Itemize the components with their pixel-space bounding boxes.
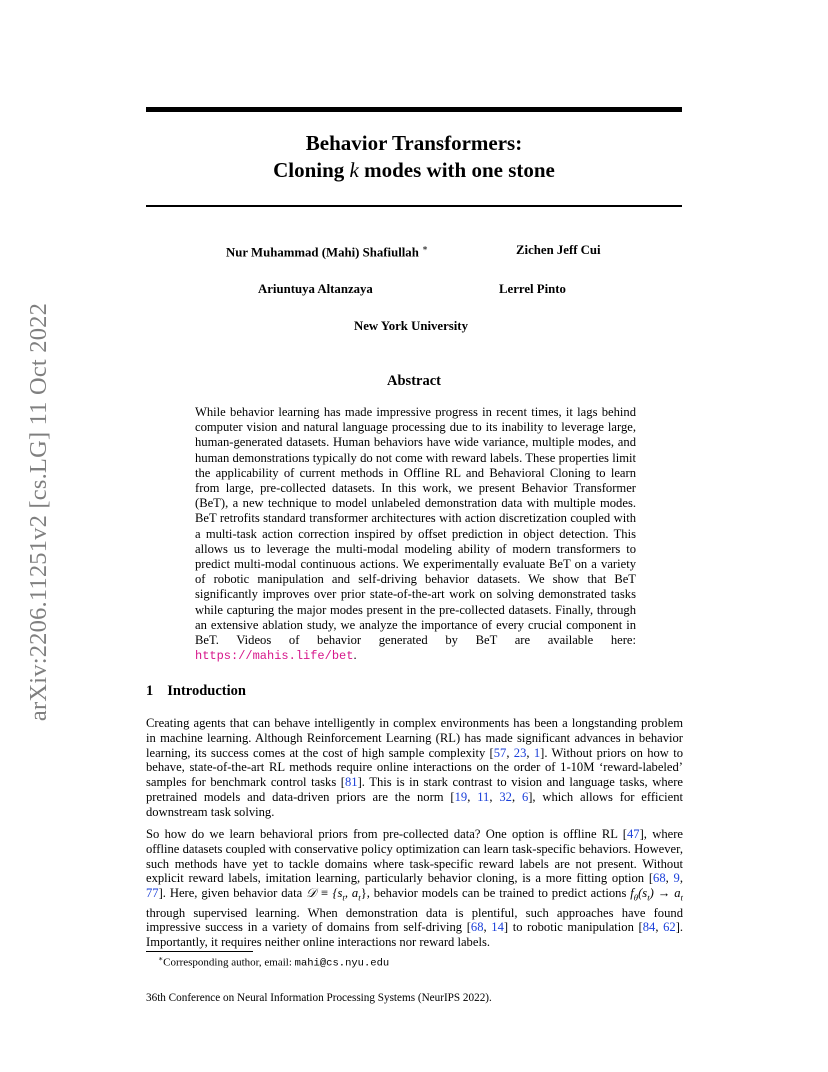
p2-text-1: So how do we learn behavioral priors from pre-collected data? One option is offline RL [ [146,827,627,841]
math-subscript: t [647,892,650,903]
p2-text-5: through supervised learning. When demonstration data is plentiful, such approaches have found impressive success in a variety of domains from self-driving [ [146,905,683,935]
citation-link[interactable]: 47 [626,827,640,841]
author-email: mahi@cs.nyu.edu [294,957,390,970]
section-heading-introduction [146,683,246,700]
section-number: 1 [146,683,154,699]
author-1 [226,243,428,260]
citation-link[interactable]: 68 [653,871,666,886]
author-1-footnote-mark: ∗ [421,243,428,253]
abstract-end: . [353,648,357,663]
citation-link[interactable]: 6 [521,789,529,804]
math-dataset-end: } [360,886,367,901]
footnote-corresponding-author [158,954,389,970]
project-link[interactable]: https://mahis.life/bet [195,649,354,664]
author-3: Ariuntuya Altanzaya [258,282,373,296]
title-line-2 [146,157,682,184]
math-subscript: t [342,892,345,903]
p2-text-3: ]. Here, given behavior data [158,886,307,901]
section-title: Introduction [167,683,246,699]
citation-link[interactable]: 14 [491,920,504,935]
math-dataset-start: 𝒟 ≡ {s [306,886,343,901]
p2-text-7: ]. Importantly, it requires neither online interactions nor reward labels. [146,920,684,950]
citation-link[interactable]: 23 [513,745,527,760]
citation-link[interactable]: 19 [454,789,468,804]
p1-text-1: Creating agents that can behave intelligently in complex environments has been a longstanding problem in machine learning. Although Reinforcement Learning (RL) has made significant advances in behavior learning, its success comes at the cost of high sample complexity [ [146,716,683,760]
citation-link[interactable]: 11 [477,789,490,804]
title-line-2-start: Cloning [273,158,350,182]
math-policy-arrow: ) → a [649,886,681,901]
title-bottom-rule [146,205,682,207]
citation-link[interactable]: 77 [146,886,159,901]
p2-text-2: ], where offline datasets coupled with conservative policy optimization can learn task-specific behaviors. However, such methods have yet to tackle domains where task-specific reward labels are not present. Without explicit reward labels, imitation learning, particularly behavior cloning, is a more fitting option [ [146,827,683,886]
citation-link[interactable]: 32 [499,789,512,804]
math-dataset [306,886,367,903]
citation-link[interactable]: 62 [663,920,676,935]
intro-paragraph-2: So how do we learn behavioral priors from pre-collected data? One option is offline RL [47], where offline datasets coupled with conservative policy optimization can learn task-specific behaviors. However, such methods have yet to tackle domains where task-specific reward labels are not present. Without explicit reward labels, imitation learning, particularly behavior cloning, is a more fitting option [68, 9, 77]. Here, given behavior data 𝒟 ≡ {$s_t$, $a_t$}, behavior models can be trained to predict actions $f_\theta(s_t) \to a_t$ through supervised learning. When demonstration data is plentiful, such approaches have found impressive success in a variety of domains from self-driving [68, 14] to robotic manipulation [84, 62]. Importantly, it requires neither online interactions nor reward labels. [146,827,684,950]
math-subscript: t [680,892,683,903]
arxiv-identifier-stamp: arXiv:2206.11251v2 [cs.LG] 11 Oct 2022 [25,302,52,722]
p1-text-2: ]. Without priors on how to behave, state-of-the-art RL methods require online interactions on the order of 1-10M ‘reward-labeled’ samples for benchmark control tasks [ [146,745,683,790]
p2-text-6: ] to robotic manipulation [ [503,920,643,935]
title-line-2-end: modes with one stone [358,158,555,182]
intro-paragraph-1: Creating agents that can behave intelligently in complex environments has been a longstanding problem in machine learning. Although Reinforcement Learning (RL) has made significant advances in behavior learning, its success comes at the cost of high sample complexity [57, 23, 1]. Without priors on how to behave, state-of-the-art RL methods require online interactions on the order of 1-10M ‘reward-labeled’ samples for benchmark control tasks [81]. This is in stark contrast to vision and language tasks, where pretrained models and data-driven priors are the norm [19, 11, 32, 6], which allows for efficient downstream task solving. [146,716,684,819]
citation-link[interactable]: 57 [493,745,507,760]
title-line-1: Behavior Transformers: [305,131,523,155]
citation-link[interactable]: 68 [470,920,484,935]
math-subscript: t [358,892,361,903]
footnote-mark: ∗ [158,954,164,963]
math-subscript: θ [633,892,639,903]
title-math-k: k [349,158,359,182]
math-policy [630,886,683,903]
paper-title [146,130,682,184]
footnote-text: Corresponding author, email: [163,956,295,969]
author-2: Zichen Jeff Cui [516,243,601,257]
title-top-rule [146,107,682,112]
abstract-text [195,405,636,664]
citation-link[interactable]: 81 [345,775,358,790]
citation-link[interactable]: 84 [642,920,656,935]
affiliation: New York University [354,319,468,333]
abstract-heading: Abstract [387,373,441,389]
citation-link[interactable]: 1 [533,745,541,760]
footnote-rule [146,951,253,952]
author-1-name: Nur Muhammad (Mahi) Shafiullah [226,245,419,260]
conference-note: 36th Conference on Neural Information Processing Systems (NeurIPS 2022). [146,992,492,1004]
math-policy-args: (s [638,886,648,901]
abstract-body: While behavior learning has made impressive progress in recent times, it lags behind computer vision and natural language processing due to its inability to leverage large, human-generated datasets. Human behaviors have wide variance, multiple modes, and human demonstrations typically do not come with reward labels. These properties limit the applicability of current methods in Offline RL and Behavioral Cloning to learn from large, pre-collected datasets. In this work, we present Behavior Transformer (BeT), a new technique to model unlabeled demonstration data with multiple modes. BeT retrofits standard transformer architectures with action discretization coupled with a multi-task action correction inspired by offset prediction in object detection. This allows us to leverage the multi-modal modeling ability of modern transformers to predict multi-modal continuous actions. We experimentally evaluate BeT on a variety of robotic manipulation and self-driving behavior datasets. We show that BeT significantly improves over prior state-of-the-art work on solving demonstrated tasks while capturing the major modes present in the pre-collected datasets. Finally, through an extensive ablation study, we analyze the importance of every crucial component in BeT. Videos of behavior generated by BeT are available here: [195,405,636,648]
p1-text-4: ], which allows for efficient downstream task solving. [146,789,684,819]
math-dataset-mid: , a [344,886,359,901]
author-4: Lerrel Pinto [499,282,566,296]
p2-text-4: , behavior models can be trained to predict actions [366,886,631,901]
p1-text-3: ]. This is in stark contrast to vision and language tasks, where pretrained models and data-driven priors are the norm [ [146,775,683,804]
math-policy-f: f [630,886,634,901]
citation-link[interactable]: 9 [673,871,680,886]
